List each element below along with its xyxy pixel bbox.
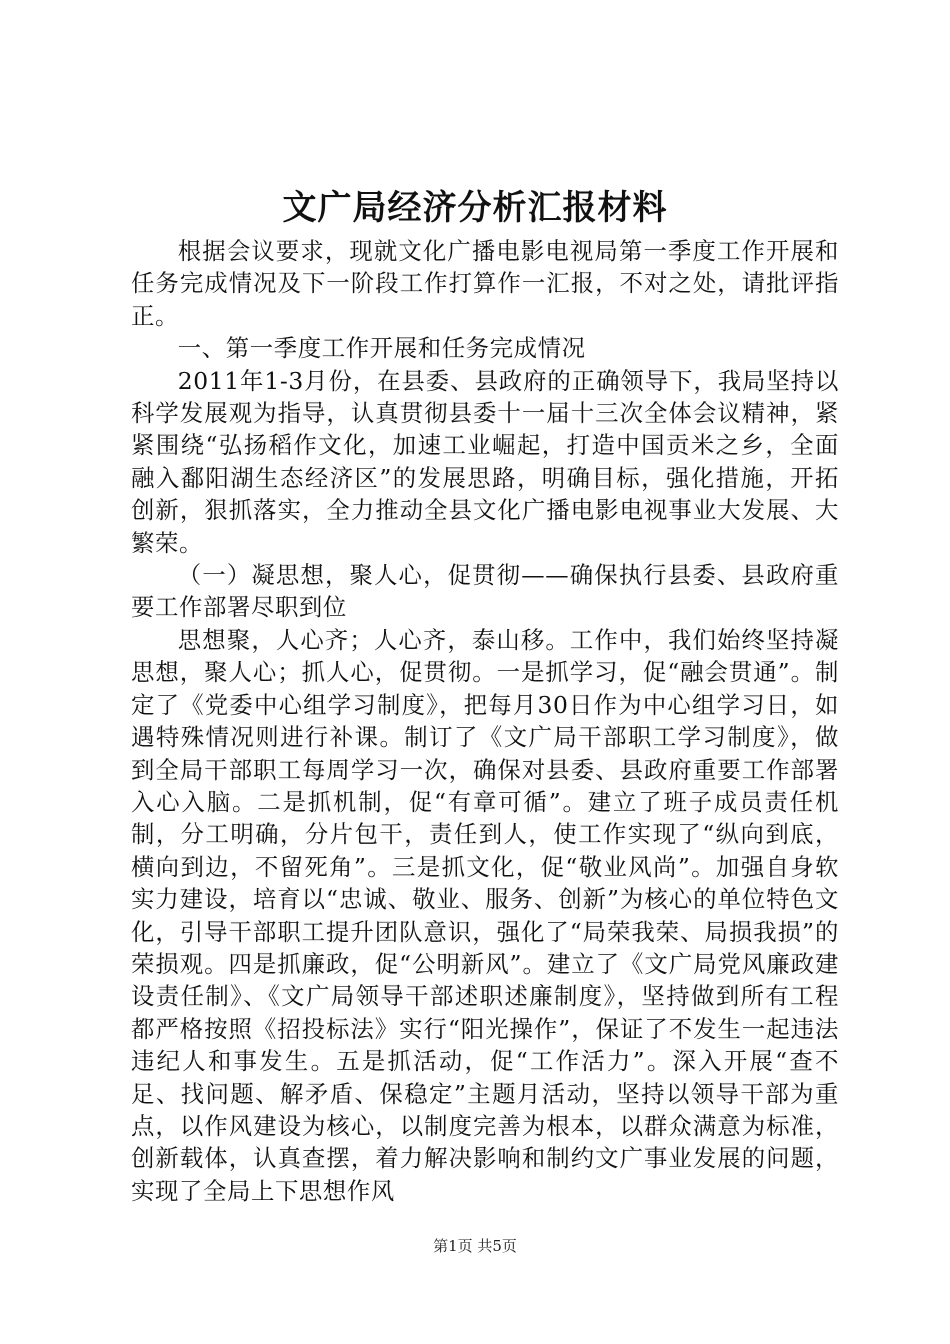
overview-paragraph: 2011年1-3月份，在县委、县政府的正确领导下，我局坚持以科学发展观为指导，认真贯彻县委十一届十三次全体会议精神，紧紧围绕“弘扬稻作文化，加速工业崛起，打造中国贡米之乡，全面融入鄱阳湖生态经济区”的发展思路，明确目标，强化措施，开拓创新，狠抓落实，全力推动全县文化广播电影电视事业大发展、大繁荣。 [131, 366, 839, 557]
document-title: 文广局经济分析汇报材料 [282, 188, 668, 228]
section-heading-1: 一、第一季度工作开展和任务完成情况 [177, 334, 586, 363]
detail-paragraph: 思想聚，人心齐；人心齐，泰山移。工作中，我们始终坚持凝思想，聚人心；抓人心，促贯彻。一是抓学习，促“融会贯通”。制定了《党委中心组学习制度》，把每月30日作为中心组学习日，如遇特殊情况则进行补课。制订了《文广局干部职工学习制度》，做到全局干部职工每周学习一次，确保对县委、县政府重要工作部署入心入脑。二是抓机制，促“有章可循”。建立了班子成员责任机制，分工明确，分片包干，责任到人，使工作实现了“纵向到底，横向到边，不留死角”。三是抓文化，促“敬业风尚”。加强自身软实力建设，培育以“忠诚、敬业、服务、创新”为核心的单位特色文化，引导干部职工提升团队意识，强化了“局荣我荣、局损我损”的荣损观。四是抓廉政，促“公明新风”。建立了《文广局党风廉政建设责任制》、《文广局领导干部述职述廉制度》，坚持做到所有工程都严格按照《招投标法》实行“阳光操作”，保证了不发生一起违法违纪人和事发生。五是抓活动，促“工作活力”。深入开展“查不足、找问题、解矛盾、保稳定”主题月活动，坚持以领导干部为重点，以作风建设为核心，以制度完善为根本，以群众满意为标准，创新载体，认真查摆，着力解决影响和制约文广事业发展的问题，实现了全局上下思想作风 [131, 625, 839, 1205]
page-footer: 第1页 共5页 [433, 1237, 517, 1255]
intro-paragraph: 根据会议要求，现就文化广播电影电视局第一季度工作开展和任务完成情况及下一阶段工作打算作一汇报，不对之处，请批评指正。 [131, 237, 839, 330]
document-body [131, 235, 839, 1207]
subsection-heading-1: （一）凝思想，聚人心，促贯彻——确保执行县委、县政府重要工作部署尽职到位 [131, 561, 839, 622]
